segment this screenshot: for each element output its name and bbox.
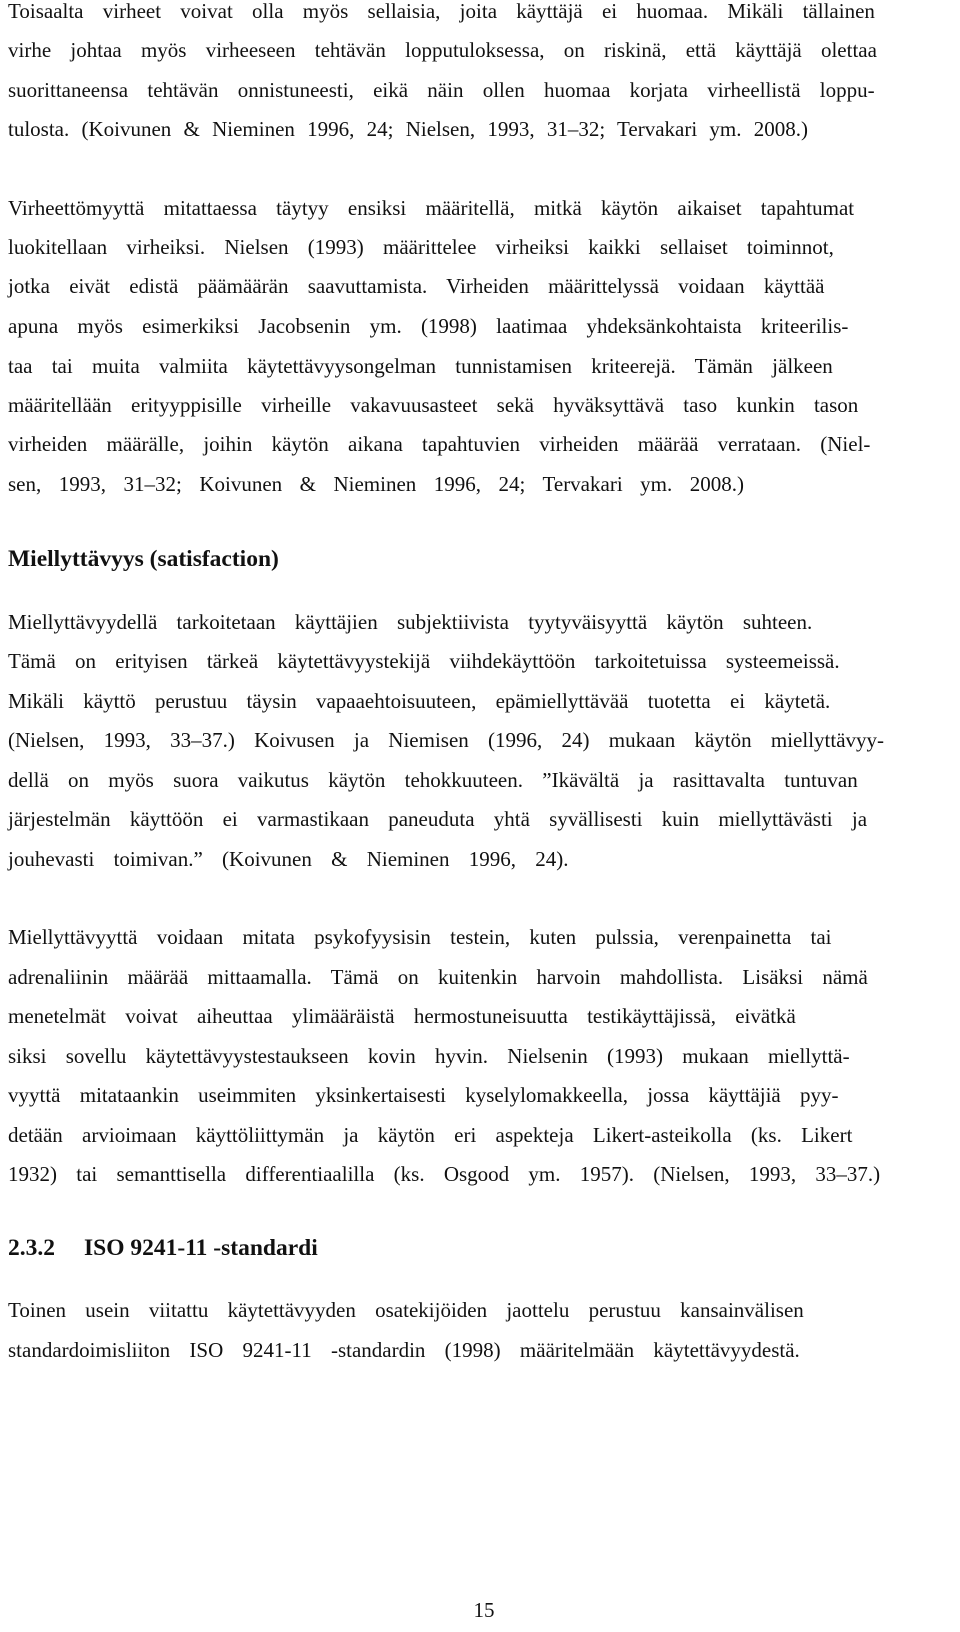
text-line: sen, 1993, 31–32; Koivunen & Nieminen 1996, 24; Tervakari ym. 2008.) <box>8 472 744 496</box>
section-number: 2.3.2 <box>8 1235 55 1261</box>
text-line: standardoimisliiton ISO 9241-11 -standardin (1998) määritelmään käytettävyydestä. <box>8 1338 800 1362</box>
text-line: määritellään erityyppisille virheille vakavuusasteet sekä hyväksyttävä taso kunkin tason <box>8 393 859 417</box>
text-line: Virheettömyyttä mitattaessa täytyy ensiksi määritellä, mitkä käytön aikaiset tapahtumat <box>8 196 855 220</box>
document-page <box>8 0 960 1632</box>
section-title: ISO 9241-11 -standardi <box>84 1235 318 1261</box>
text-line: tulosta. (Koivunen & Nieminen 1996, 24; Nielsen, 1993, 31–32; Tervakari ym. 2008.) <box>8 117 808 141</box>
text-line: jotka eivät edistä päämäärän saavuttamista. Virheiden määrittelyssä voidaan käyttää <box>8 274 825 298</box>
text-line: virheiden määrälle, joihin käytön aikana tapahtuvien virheiden määrää verrataan. (Niel- <box>8 432 871 456</box>
section-heading-satisfaction: Miellyttävyys (satisfaction) <box>8 546 279 572</box>
text-line: järjestelmän käyttöön ei varmastikaan paneuduta yhtä syvällisesti kuin miellyttävästi ja <box>8 807 868 831</box>
text-line: jouhevasti toimivan.” (Koivunen & Nieminen 1996, 24). <box>8 847 569 871</box>
text-line: menetelmät voivat aiheuttaa ylimääräistä hermostuneisuutta testikäyttäjissä, eivätkä <box>8 1004 796 1028</box>
text-line: suorittaneensa tehtävän onnistuneesti, eikä näin ollen huomaa korjata virheellistä loppu- <box>8 78 875 102</box>
text-line: Tämä on erityisen tärkeä käytettävyystekijä viihdekäyttöön tarkoitetuissa systeemeissä. <box>8 649 840 673</box>
text-line: taa tai muita valmiita käytettävyysongelman tunnistamisen kriteerejä. Tämän jälkeen <box>8 354 833 378</box>
text-line: Miellyttävyyttä voidaan mitata psykofyysisin testein, kuten pulssia, verenpainetta tai <box>8 925 832 949</box>
text-line: Mikäli käyttö perustuu täysin vapaaehtoisuuteen, epämiellyttävää tuotetta ei käytetä. <box>8 689 831 713</box>
text-line: adrenaliinin määrää mittaamalla. Tämä on kuitenkin harvoin mahdollista. Lisäksi nämä <box>8 965 868 989</box>
text-line: dellä on myös suora vaikutus käytön tehokkuuteen. ”Ikävältä ja rasittavalta tuntuvan <box>8 768 858 792</box>
section-heading-iso <box>8 1233 318 1263</box>
text-line: vyyttä mitataankin useimmiten yksinkertaisesti kyselylomakkeella, jossa käyttäjiä pyy- <box>8 1083 839 1107</box>
text-line: (Nielsen, 1993, 33–37.) Koivusen ja Niemisen (1996, 24) mukaan käytön miellyttävyy- <box>8 728 885 752</box>
text-line: virhe johtaa myös virheeseen tehtävän lopputuloksessa, on riskinä, että käyttäjä olettaa <box>8 38 877 62</box>
text-line: siksi sovellu käytettävyystestaukseen kovin hyvin. Nielsenin (1993) mukaan miellyttä- <box>8 1044 850 1068</box>
text-line: 1932) tai semanttisella differentiaalilla (ks. Osgood ym. 1957). (Nielsen, 1993, 33–37.) <box>8 1162 881 1186</box>
text-line: Toisaalta virheet voivat olla myös sellaisia, joita käyttäjä ei huomaa. Mikäli tällainen <box>8 0 875 23</box>
text-line: Miellyttävyydellä tarkoitetaan käyttäjien subjektiivista tyytyväisyyttä käytön suhteen. <box>8 610 813 634</box>
page-number: 15 <box>473 1598 495 1622</box>
text-line: detään arvioimaan käyttöliittymän ja käytön eri aspekteja Likert-asteikolla (ks. Likert <box>8 1123 853 1147</box>
text-line: apuna myös esimerkiksi Jacobsenin ym. (1998) laatimaa yhdeksänkohtaista kriteerilis- <box>8 314 849 338</box>
text-line: luokitellaan virheiksi. Nielsen (1993) määrittelee virheiksi kaikki sellaiset toiminnot, <box>8 235 834 259</box>
text-line: Toinen usein viitattu käytettävyyden osatekijöiden jaottelu perustuu kansainvälisen <box>8 1298 804 1322</box>
